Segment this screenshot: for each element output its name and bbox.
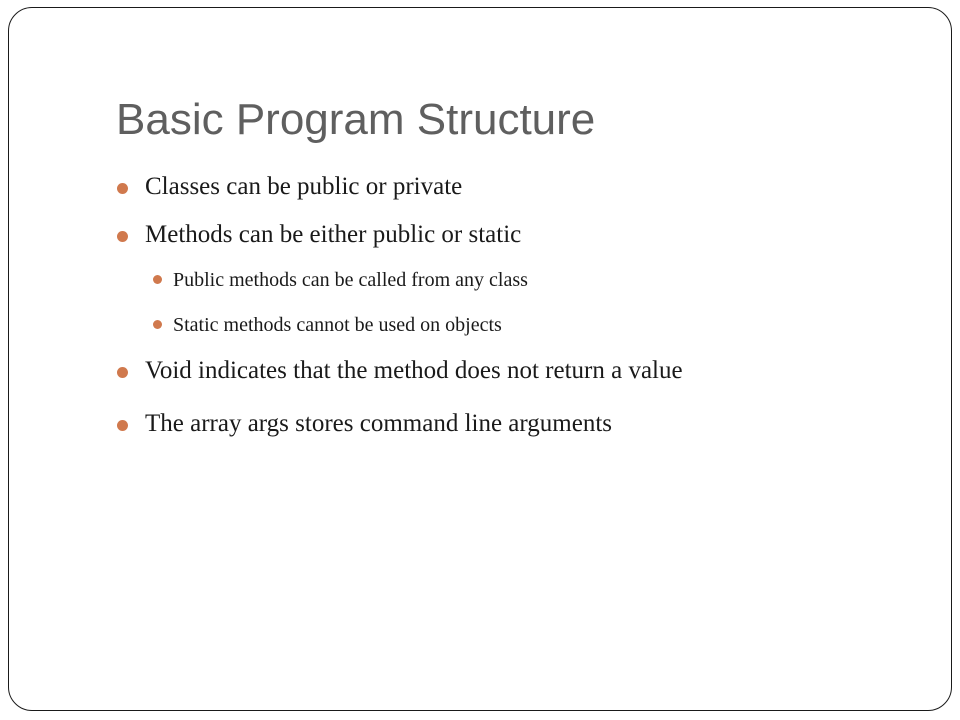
bullet-dot-icon bbox=[153, 320, 162, 329]
bullet-text: Static methods cannot be used on objects bbox=[173, 314, 502, 336]
bullet-text: Methods can be either public or static bbox=[145, 221, 522, 248]
slide-title: Basic Program Structure bbox=[116, 95, 596, 144]
bullet-text: Classes can be public or private bbox=[145, 173, 463, 200]
sub-bullet-item bbox=[153, 311, 502, 339]
bullet-item bbox=[117, 355, 683, 387]
bullet-item bbox=[117, 171, 462, 203]
bullet-text: Void indicates that the method does not return a value bbox=[145, 357, 683, 384]
bullet-dot-icon bbox=[117, 231, 128, 242]
bullet-dot-icon bbox=[117, 367, 128, 378]
bullet-dot-icon bbox=[153, 275, 162, 284]
bullet-item bbox=[117, 219, 521, 251]
sub-bullet-item bbox=[153, 266, 528, 294]
bullet-dot-icon bbox=[117, 420, 128, 431]
bullet-item bbox=[117, 408, 612, 440]
bullet-dot-icon bbox=[117, 183, 128, 194]
slide bbox=[8, 7, 952, 711]
bullet-text: Public methods can be called from any class bbox=[173, 269, 528, 291]
bullet-text: The array args stores command line arguments bbox=[145, 410, 612, 437]
